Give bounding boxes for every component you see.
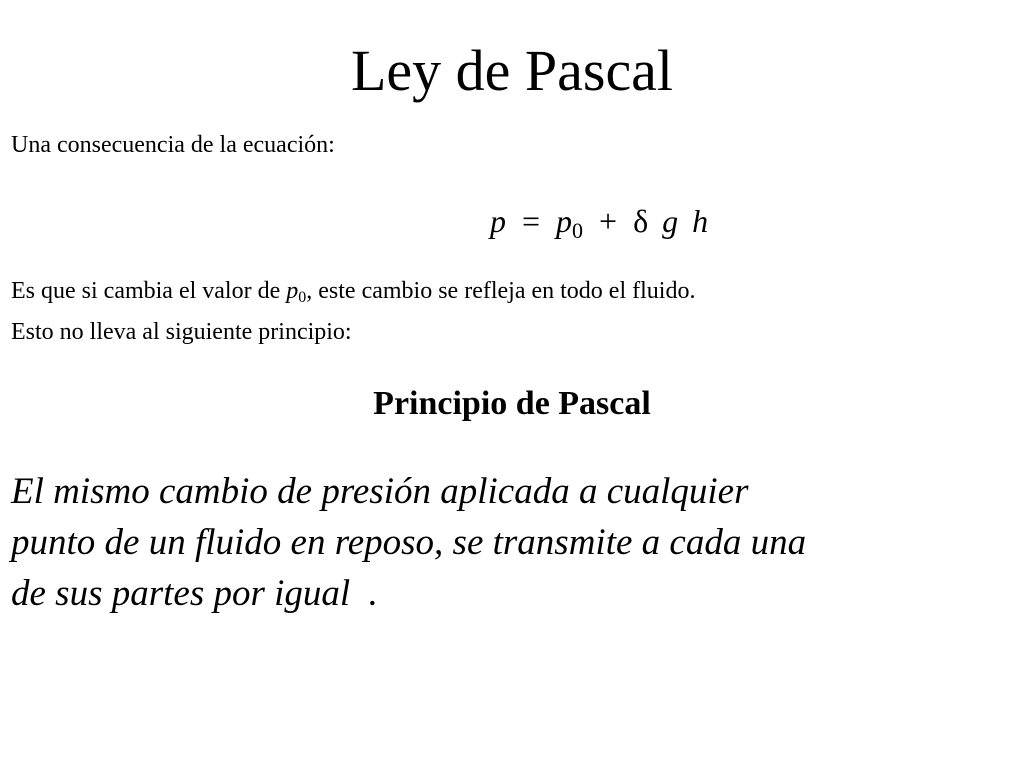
slide-title: Ley de Pascal bbox=[350, 38, 674, 103]
equation-p: p bbox=[490, 203, 506, 239]
principle-line: de sus partes por igual . bbox=[11, 573, 378, 614]
principle-line: punto de un fluido en reposo, se transmite a cada una bbox=[11, 522, 807, 563]
equation-h: h bbox=[692, 203, 709, 239]
explanation-p0: $p_0$ bbox=[286, 278, 307, 306]
pressure-equation bbox=[490, 202, 708, 244]
equation-g: g bbox=[662, 203, 679, 239]
principle-line: El mismo cambio de presión aplicada a cualquier bbox=[11, 471, 749, 512]
intro-text: Una consecuencia de la ecuación: bbox=[11, 132, 335, 158]
equation-delta: δ bbox=[633, 203, 649, 239]
principle-heading: Principio de Pascal bbox=[373, 385, 651, 422]
explanation-text: Es que si cambia el valor de $p_0$, este cambio se refleja en todo el fluido. Esto no lleva al siguiente principio: bbox=[11, 278, 696, 345]
equation-equals: = bbox=[522, 203, 541, 239]
equation-p0: $p_0$ bbox=[556, 203, 584, 243]
equation-plus: + bbox=[599, 203, 618, 239]
principle-statement bbox=[11, 466, 1011, 619]
